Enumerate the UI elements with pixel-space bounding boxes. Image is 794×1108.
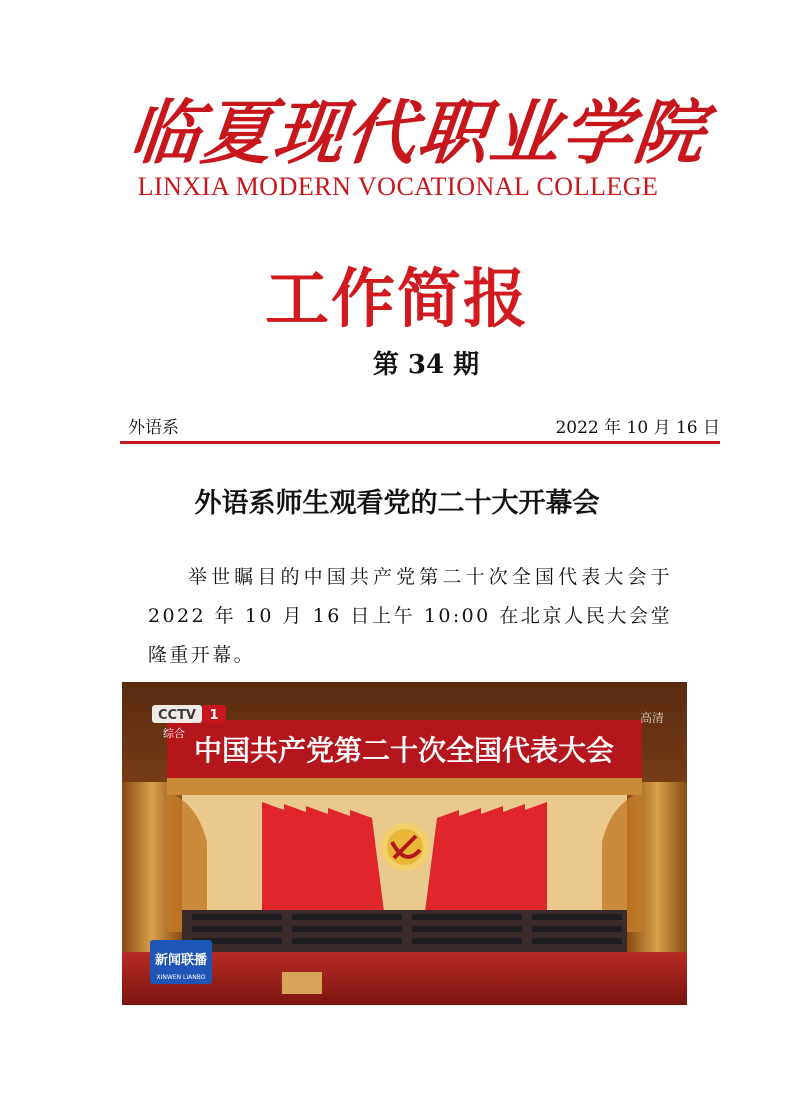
party-emblem	[381, 823, 429, 871]
red-flags-right	[425, 802, 547, 912]
college-logo-english: LINXIA MODERN VOCATIONAL COLLEGE	[137, 172, 659, 201]
svg-text:XINWEN LIANBO: XINWEN LIANBO	[156, 974, 206, 981]
svg-text:综合: 综合	[163, 727, 185, 740]
svg-text:CCTV: CCTV	[157, 708, 197, 723]
bulletin-title: 工作简报	[265, 262, 529, 337]
issue-number: 第 34 期	[372, 350, 480, 380]
publish-date: 2022 年 10 月 16 日	[555, 418, 720, 438]
news-program-logo	[150, 940, 212, 984]
banner-text: 中国共产党第二十次全国代表大会	[193, 734, 615, 767]
podium	[282, 972, 322, 994]
red-flags-left	[262, 802, 384, 912]
svg-text:新闻联播: 新闻联播	[154, 953, 208, 968]
article-title: 外语系师生观看党的二十大开幕会	[194, 488, 600, 519]
stage-valance	[167, 777, 642, 795]
svg-text:1: 1	[209, 708, 219, 723]
congress-photo	[122, 682, 687, 1005]
hd-label: 高清	[639, 711, 665, 725]
department-label: 外语系	[128, 418, 179, 438]
header-divider	[120, 441, 720, 444]
college-logo-calligraphy: 临夏现代职业学院	[125, 91, 711, 174]
article-paragraph: 举世瞩目的中国共产党第二十次全国代表大会于 2022 年 10 月 16 日上午 10:00 在北京人民大会堂隆重开幕。	[148, 566, 672, 666]
